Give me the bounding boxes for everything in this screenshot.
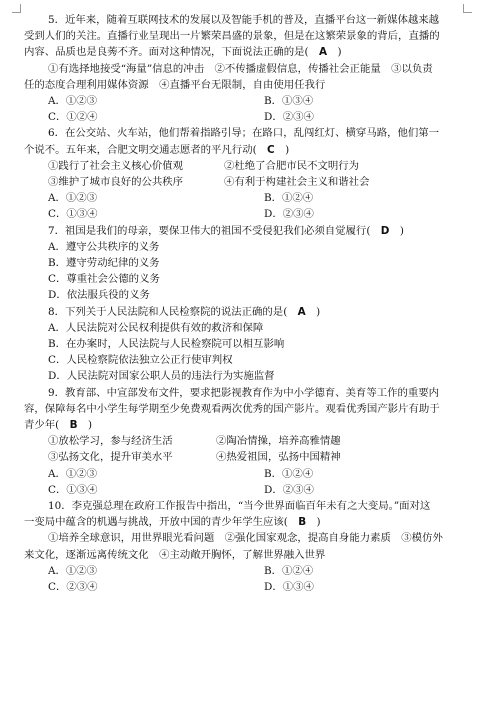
q5-options-row-1 [48, 62, 433, 76]
q9-options-row-1 [48, 434, 468, 448]
q7-choice-a: A．遵守公共秩序的义务 [48, 240, 160, 253]
q7-choice-c: C．尊重社会公德的义务 [48, 273, 160, 286]
q9-option-4: ④热爱祖国，弘扬中国精神 [216, 451, 341, 464]
q5-option-2: ②不传播虚假信息，传播社会正能量 [214, 62, 381, 75]
q5-options-row-2 [24, 78, 325, 92]
q8-choice-a: A．人民法院对公民权利提供有效的救济和保障 [48, 321, 264, 334]
q10-choice-a: A．①②③ [48, 564, 98, 577]
q6-options-row-2 [48, 175, 468, 189]
q6-option-1: ①践行了社会主义核心价值观 [48, 159, 184, 172]
q8-answer: A [297, 305, 306, 318]
q6-choice-d: D．②③④ [264, 208, 314, 221]
q9-option-2: ②陶冶情操，培养高雅情趣 [216, 435, 341, 448]
q6-option-2: ②杜绝了合肥市民不文明行为 [224, 159, 360, 172]
q7-line-1 [48, 224, 404, 238]
q10-option-3: ③模仿外 [401, 532, 443, 545]
q6-choices-row-1 [48, 191, 448, 205]
q8-choice-b: B．在办案时，人民法院与人民检察院可以相互影响 [48, 338, 285, 350]
q6-choice-a: A．①②③ [48, 192, 98, 205]
q9-close-paren: ) [87, 419, 92, 431]
q9-choice-c: C．①③④ [48, 483, 98, 496]
q10-option-4: ④主动敞开胸怀，了解世界融入世界 [159, 548, 326, 561]
q6-option-3: ③维护了城市良好的公共秩序 [48, 176, 184, 188]
q10-option-1: ①培养全球意识，用世界眼光看问题 [48, 532, 215, 545]
q8-line-1 [48, 305, 320, 319]
q10-option-2: ②强化国家观念，提高自身能力素质 [224, 532, 391, 545]
q9-options-row-2 [48, 450, 468, 464]
q5-line-2: 受到人们的关注。直播行业呈现出一片繁荣昌盛的景象，但是在这繁荣景象的背后，直播的 [24, 30, 440, 43]
q8-close-paren: ) [316, 305, 321, 318]
q10-close-paren: ) [316, 516, 321, 529]
q5-option-3: ③以负责 [391, 62, 433, 75]
q5-choice-a: A．①②③ [48, 95, 98, 107]
q9-choice-a: A．①②③ [48, 467, 98, 480]
q10-options-row-1 [48, 531, 443, 545]
q9-option-1: ①放松学习，参与经济生活 [48, 435, 173, 448]
q5-line-3 [24, 45, 342, 59]
crop-mark-top-left [12, 4, 21, 13]
q9-choice-d: D．②③④ [264, 483, 314, 496]
q5-choices-row-1 [48, 94, 448, 108]
q10-stem-end: 一变局中蕴含的机遇与挑战，开放中国的青少年学生应该( [24, 516, 288, 529]
q7-close-paren: ) [399, 224, 404, 237]
q6-line-2 [24, 143, 289, 157]
q10-choices-row-1 [48, 564, 448, 578]
q6-choices-row-2 [48, 207, 448, 221]
q8-stem: 8．下列关于人民法院和人民检察院的说法正确的是( [48, 305, 288, 318]
q10-option-3-cont: 来文化，逐渐远离传统文化 [24, 548, 149, 561]
q8-choice-d: D．人民法院对国家公职人员的违法行为实施监督 [48, 370, 275, 383]
q9-answer: B [69, 419, 78, 431]
q7-choice-b: B．遵守劳动纪律的义务 [48, 257, 160, 269]
q6-option-4: ④有利于构建社会主义和谐社会 [224, 176, 370, 188]
q7-choice-d: D．依法服兵役的义务 [48, 289, 150, 302]
q9-choices-row-2 [48, 483, 448, 497]
q6-options-row-1 [48, 159, 468, 173]
q6-line-1: 6．在公交站、火车站，他们帮着指路引导；在路口，乱闯红灯、横穿马路，他们第一 [48, 127, 440, 140]
q7-answer: D [380, 224, 390, 237]
q10-choices-row-2 [48, 580, 448, 594]
q10-line-1 [48, 499, 430, 513]
q7-stem: 7．祖国是我们的母亲，要保卫伟大的祖国不受侵犯我们必须自觉履行( [48, 224, 371, 237]
q10-answer: B [298, 516, 307, 529]
q10-line-1-text: 10．李克强总理在政府工作报告中指出，“当今世界面临百年未有之大变局。”面对这 [48, 500, 431, 512]
q5-choice-b: B．①③④ [264, 95, 314, 107]
q9-option-3: ③弘扬文化，提升审美水平 [48, 451, 173, 464]
q5-stem-end: 内容、品质也是良莠不齐。面对这种情况，下面说法正确的是( [24, 46, 309, 59]
q10-choice-b: B．①②④ [264, 564, 314, 577]
q5-option-3-cont: 任的态度合理利用媒体资源 [24, 78, 149, 91]
q5-line-1: 5．近年来，随着互联网技术的发展以及智能手机的普及，直播平台这一新媒体越来越 [48, 14, 440, 26]
q5-answer: A [319, 46, 328, 59]
q9-choice-b: B．①②④ [264, 467, 314, 480]
crop-mark-top-right [463, 4, 472, 13]
q9-line-2: 容，保障每名中小学生每学期至少免费观看两次优秀的国产影片。观看优秀国产影片有助于 [24, 402, 440, 415]
q10-options-row-2 [24, 548, 325, 562]
q10-line-2 [24, 515, 321, 529]
q10-choice-c: C．②③④ [48, 581, 98, 593]
q5-option-1: ①有选择地接受“海量”信息的冲击 [48, 62, 205, 75]
q5-choices-row-2 [48, 110, 448, 124]
q5-close-paren: ) [337, 46, 342, 59]
q6-stem-end: 个说不。五年来，合肥文明交通志愿者的平凡行动( [24, 143, 257, 156]
q6-choice-b: B．①②④ [264, 192, 314, 205]
q5-option-4: ④直播平台无限制，自由使用任我行 [159, 78, 326, 91]
q9-stem-end: 青少年( [24, 419, 60, 431]
q6-close-paren: ) [285, 143, 290, 156]
q5-choice-d: D．②③④ [264, 111, 314, 124]
q6-choice-c: C．①③④ [48, 208, 98, 221]
q6-answer: C [267, 143, 275, 156]
q9-choices-row-1 [48, 467, 448, 481]
q9-line-1: 9．教育部、中宣部发布文件，要求把影视教育作为中小学德育、美育等工作的重要内 [48, 386, 440, 399]
q9-line-3 [24, 418, 92, 432]
q5-choice-c: C．①②④ [48, 111, 98, 124]
q10-choice-d: D．①③④ [264, 581, 314, 593]
q8-choice-c: C．人民检察院依法独立公正行使审判权 [48, 354, 233, 367]
